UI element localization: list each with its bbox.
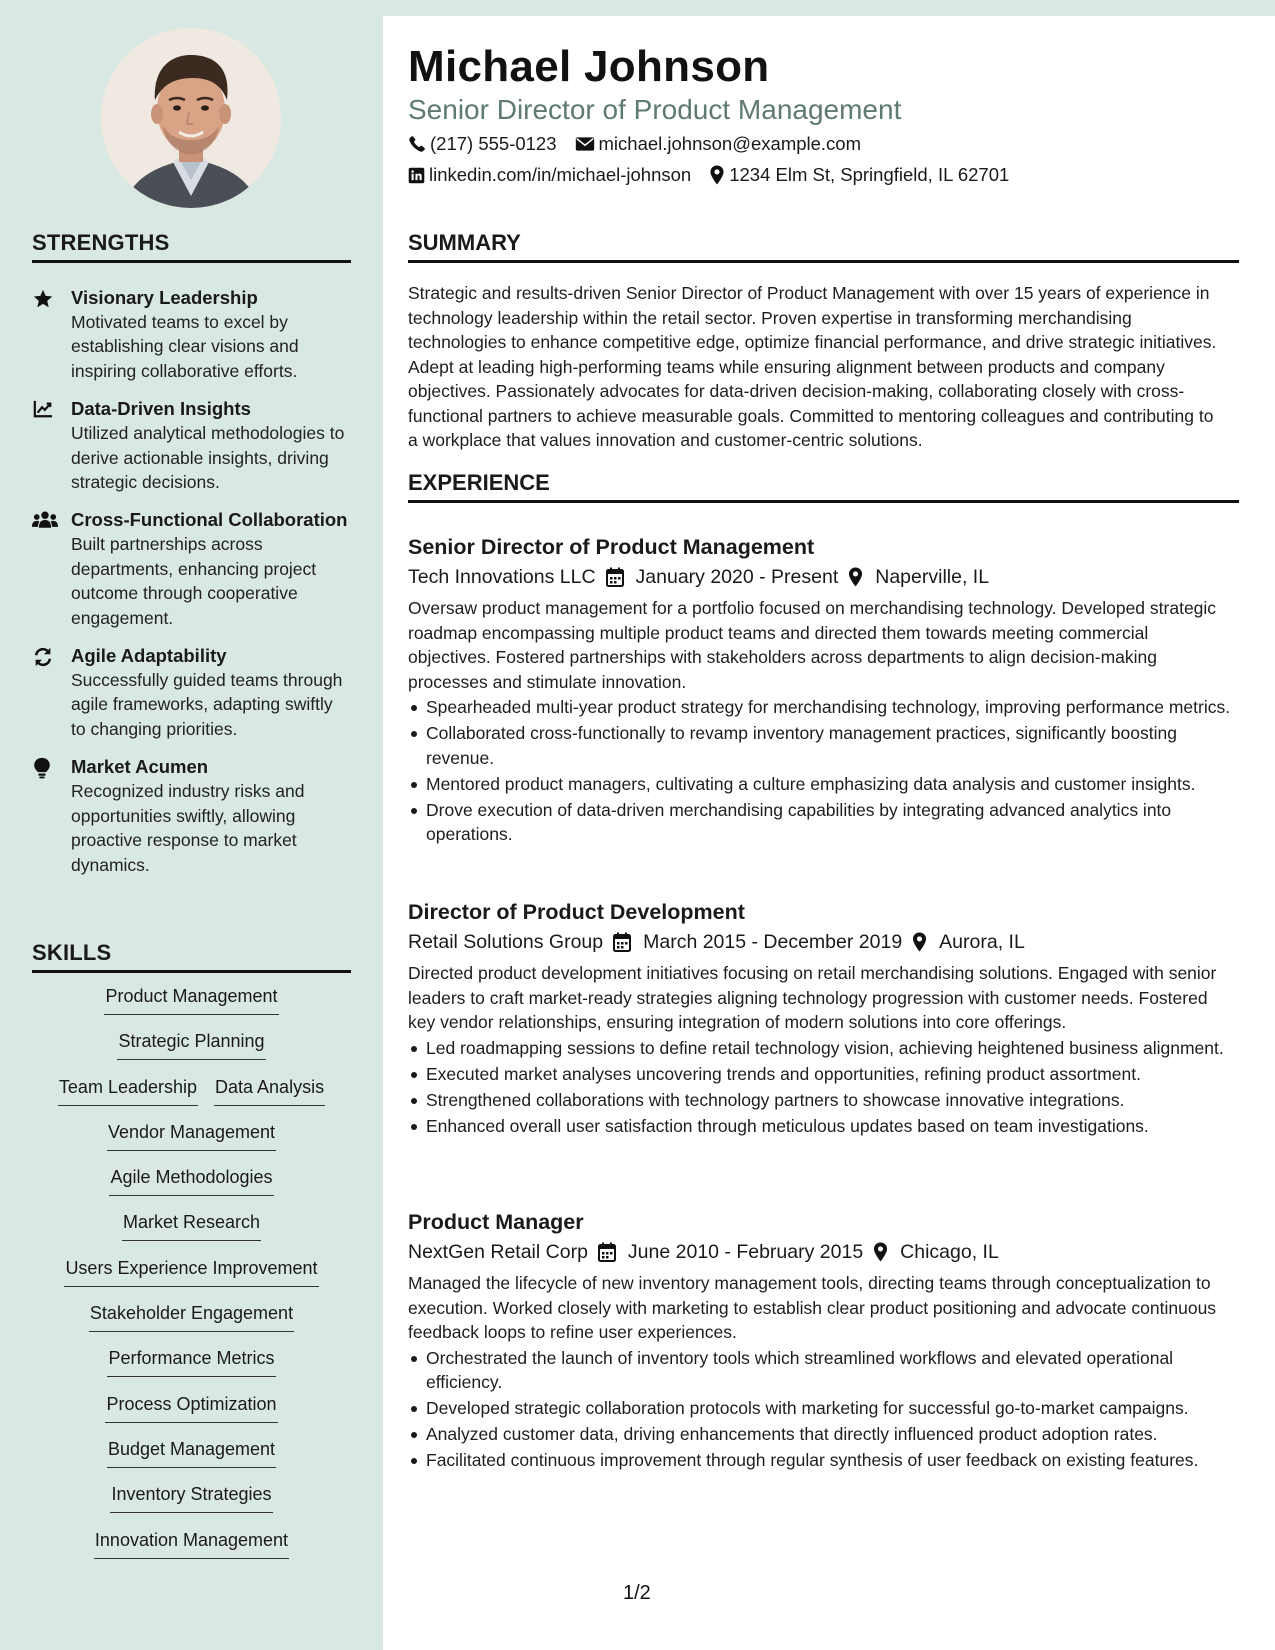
job-bullets xyxy=(408,1036,1248,1139)
skills-row xyxy=(32,1121,351,1166)
map-pin-icon xyxy=(873,1242,888,1262)
skill-tag: Stakeholder Engagement xyxy=(89,1302,294,1332)
job-meta xyxy=(408,562,1248,592)
bullet-item: Enhanced overall user satisfaction through meticulous updates based on team investigations. xyxy=(408,1114,1238,1139)
calendar-icon xyxy=(613,932,631,952)
experience-heading: EXPERIENCE xyxy=(408,470,1239,503)
address-contact xyxy=(709,164,1009,186)
strengths-heading: STRENGTHS xyxy=(32,230,351,263)
skill-tag: Inventory Strategies xyxy=(110,1483,272,1513)
strength-item xyxy=(32,508,352,630)
strength-desc: Utilized analytical methodologies to derive actionable insights, driving strategic decisions. xyxy=(71,423,345,493)
skills-row xyxy=(32,1211,351,1256)
email-contact[interactable] xyxy=(575,133,862,155)
envelope-icon xyxy=(575,136,595,152)
candidate-name: Michael Johnson xyxy=(408,42,770,91)
job-company: Retail Solutions Group xyxy=(408,931,604,953)
page-number: 1/2 xyxy=(623,1582,651,1604)
skills-row xyxy=(32,1302,351,1347)
job-entry xyxy=(408,532,1248,848)
skills-row xyxy=(32,1438,351,1483)
map-pin-icon xyxy=(709,165,725,185)
phone-icon xyxy=(408,135,426,153)
skill-tag: Product Management xyxy=(104,985,278,1015)
job-location: Chicago, IL xyxy=(900,1241,999,1263)
job-description: Directed product development initiatives focusing on retail merchandising solutions. Engaged with senior leaders to craft market-ready strategies aligning technology progression with customer needs. Fostered key vendor relationships, ensuring integration of modern solutions into core offerings. xyxy=(408,963,1217,1032)
summary-heading: SUMMARY xyxy=(408,230,1239,263)
star-icon xyxy=(32,286,71,383)
strength-desc: Motivated teams to excel by establishing clear visions and inspiring collaborative efforts. xyxy=(71,312,299,381)
skills-row xyxy=(32,1529,351,1574)
map-pin-icon xyxy=(848,567,863,587)
job-title: Senior Director of Product Management xyxy=(408,535,815,559)
lightbulb-icon xyxy=(32,755,71,877)
skills-list xyxy=(32,985,351,1574)
job-description: Oversaw product management for a portfolio focused on merchandising technology. Developed strategic roadmap encompassing multiple product teams and directed them towards meeting commercial objectives. Fostered partnerships with stakeholders across departments to align decision-making processes and stimulate innovation. xyxy=(408,598,1217,692)
strength-desc: Built partnerships across departments, enhancing project outcome through cooperative engagement. xyxy=(71,534,317,628)
skills-row xyxy=(32,1347,351,1392)
phone-contact[interactable] xyxy=(408,133,557,155)
strength-title: Visionary Leadership xyxy=(71,287,258,308)
job-title: Product Manager xyxy=(408,1210,584,1234)
job-company: NextGen Retail Corp xyxy=(408,1241,588,1263)
contact-row xyxy=(408,164,1027,186)
job-location: Aurora, IL xyxy=(939,931,1025,953)
profile-photo xyxy=(101,28,281,208)
strength-item xyxy=(32,397,352,494)
skills-row xyxy=(32,1166,351,1211)
skill-tag: Users Experience Improvement xyxy=(64,1257,318,1287)
strength-item xyxy=(32,286,352,383)
linkedin-text: linkedin.com/in/michael-johnson xyxy=(429,164,692,185)
bullet-item: Collaborated cross-functionally to revamp inventory management practices, significantly boosting revenue. xyxy=(408,721,1238,770)
contact-row xyxy=(408,133,879,155)
skills-row xyxy=(32,1483,351,1528)
skill-tag: Market Research xyxy=(122,1211,261,1241)
job-company: Tech Innovations LLC xyxy=(408,566,596,588)
skills-row xyxy=(32,1076,351,1121)
job-description: Managed the lifecycle of new inventory management tools, directing teams through conceptualization to execution. Worked closely with marketing to establish clear product positioning and advocate continuous feedback loops to refine user experiences. xyxy=(408,1273,1217,1342)
summary-text: Strategic and results-driven Senior Director of Product Management with over 15 years of experience in technology leadership within the retail sector. Proven expertise in transforming merchandising technologies to enhance competitive edge, optimize financial performance, and drive strategic initiatives. Adept at leading high-performing teams while ensuring alignment between products and company objectives. Passionately advocates for data-driven decision-making, collaborating closely with cross-functional partners to achieve measurable goals. Committed to mentoring colleagues and contributing to a workplace that values innovation and customer-centric solutions. xyxy=(408,283,1217,450)
bullet-item: Mentored product managers, cultivating a culture emphasizing data analysis and customer insights. xyxy=(408,772,1238,797)
refresh-icon xyxy=(32,644,71,741)
phone-text: (217) 555-0123 xyxy=(430,133,557,154)
job-meta xyxy=(408,1237,1248,1267)
skill-tag: Process Optimization xyxy=(105,1393,277,1423)
skill-tag: Vendor Management xyxy=(107,1121,276,1151)
skill-tag: Budget Management xyxy=(107,1438,276,1468)
calendar-icon xyxy=(598,1242,616,1262)
bullet-item: Strengthened collaborations with technology partners to showcase innovative integrations. xyxy=(408,1088,1238,1113)
job-dates: March 2015 - December 2019 xyxy=(643,931,903,953)
strength-desc: Successfully guided teams through agile frameworks, adapting swiftly to changing priorities. xyxy=(71,670,343,739)
job-dates: January 2020 - Present xyxy=(635,566,839,588)
bullet-item: Facilitated continuous improvement through regular synthesis of user feedback on existing features. xyxy=(408,1448,1238,1473)
linkedin-contact[interactable] xyxy=(408,164,691,186)
job-bullets xyxy=(408,695,1248,847)
bullet-item: Led roadmapping sessions to define retail technology vision, achieving heightened business alignment. xyxy=(408,1036,1238,1061)
bullet-item: Drove execution of data-driven merchandising capabilities by integrating advanced analytics into operations. xyxy=(408,798,1238,847)
strength-title: Cross-Functional Collaboration xyxy=(71,509,348,531)
job-entry xyxy=(408,897,1248,1140)
skills-row xyxy=(32,1030,351,1075)
email-text: michael.johnson@example.com xyxy=(598,133,862,154)
skill-tag: Team Leadership xyxy=(58,1076,198,1106)
job-meta xyxy=(408,927,1248,957)
skill-tag: Strategic Planning xyxy=(117,1030,265,1060)
calendar-icon xyxy=(606,567,624,587)
skills-row xyxy=(32,985,351,1030)
bullet-item: Analyzed customer data, driving enhancements that directly influenced product adoption rates. xyxy=(408,1422,1238,1447)
strength-item xyxy=(32,755,352,877)
strength-title: Market Acumen xyxy=(71,756,209,778)
candidate-headline: Senior Director of Product Management xyxy=(408,94,902,125)
strength-title: Data-Driven Insights xyxy=(71,398,251,420)
strength-title: Agile Adaptability xyxy=(71,645,227,667)
strength-desc: Recognized industry risks and opportunities swiftly, allowing proactive response to market dynamics. xyxy=(71,781,305,875)
sidebar xyxy=(0,0,383,1650)
skill-tag: Agile Methodologies xyxy=(109,1166,273,1196)
linkedin-icon xyxy=(408,167,425,184)
bullet-item: Executed market analyses uncovering trends and opportunities, refining product assortment. xyxy=(408,1062,1238,1087)
skills-heading: SKILLS xyxy=(32,940,351,973)
address-text: 1234 Elm St, Springfield, IL 62701 xyxy=(729,164,1010,185)
users-icon xyxy=(32,508,71,630)
strengths-list xyxy=(32,286,352,891)
map-pin-icon xyxy=(912,932,927,952)
job-dates: June 2010 - February 2015 xyxy=(627,1241,864,1263)
job-location: Naperville, IL xyxy=(875,566,990,588)
skills-row xyxy=(32,1393,351,1438)
chart-line-icon xyxy=(32,397,71,494)
strength-item xyxy=(32,644,352,741)
bullet-item: Spearheaded multi-year product strategy for merchandising technology, improving performance metrics. xyxy=(408,695,1238,720)
skill-tag: Data Analysis xyxy=(214,1076,325,1106)
skills-row xyxy=(32,1257,351,1302)
job-bullets xyxy=(408,1346,1248,1473)
bullet-item: Orchestrated the launch of inventory tools which streamlined workflows and elevated operational efficiency. xyxy=(408,1346,1238,1395)
skill-tag: Performance Metrics xyxy=(107,1347,275,1377)
job-title: Director of Product Development xyxy=(408,900,745,924)
job-entry xyxy=(408,1207,1248,1474)
skill-tag: Innovation Management xyxy=(94,1529,289,1559)
main-panel xyxy=(383,16,1275,1650)
bullet-item: Developed strategic collaboration protocols with marketing for successful go-to-market campaigns. xyxy=(408,1396,1238,1421)
